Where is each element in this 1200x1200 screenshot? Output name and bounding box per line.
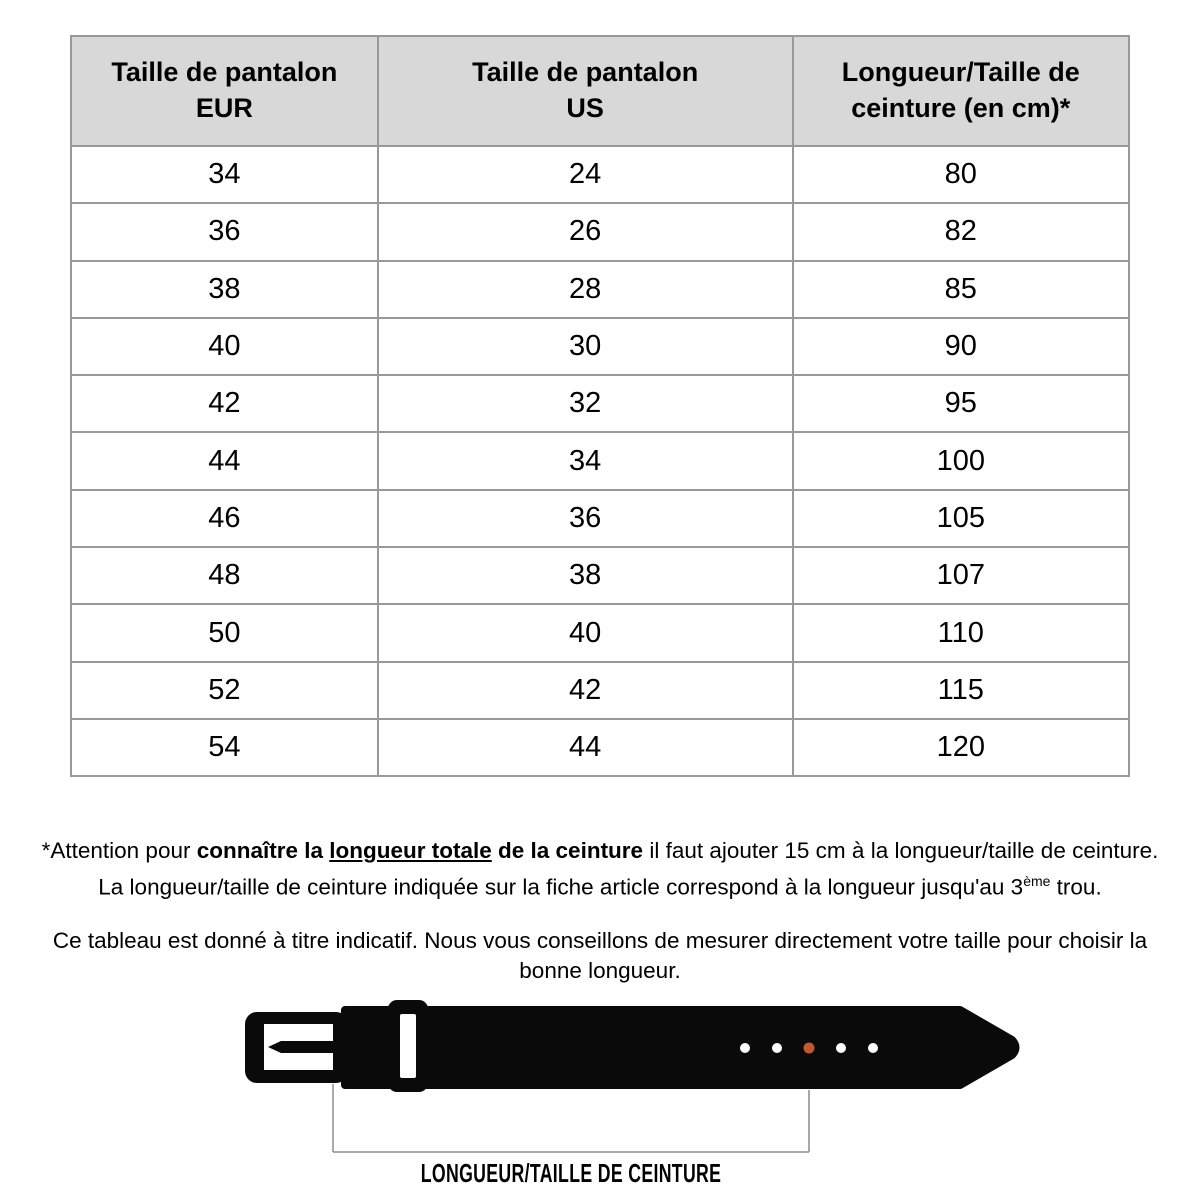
note-text: La longueur/taille de ceinture indiquée sur la fiche article correspond à la longueur jusqu'au 3 bbox=[98, 874, 1024, 900]
size-conversion-table bbox=[70, 35, 1130, 777]
note-text-bold: de la ceinture bbox=[491, 838, 644, 863]
belt-buckle-prong bbox=[268, 1041, 333, 1053]
cell-length: 85 bbox=[793, 261, 1129, 318]
table-row bbox=[71, 146, 1129, 203]
cell-eur: 50 bbox=[71, 604, 378, 661]
cell-length: 100 bbox=[793, 432, 1129, 489]
table-row bbox=[71, 203, 1129, 260]
cell-length: 110 bbox=[793, 604, 1129, 661]
belt-strap bbox=[345, 1010, 1016, 1085]
cell-length: 80 bbox=[793, 146, 1129, 203]
cell-eur: 36 bbox=[71, 203, 378, 260]
cell-eur: 42 bbox=[71, 375, 378, 432]
cell-length: 90 bbox=[793, 318, 1129, 375]
table-row bbox=[71, 375, 1129, 432]
cell-us: 26 bbox=[378, 203, 793, 260]
header-text: EUR bbox=[195, 93, 253, 123]
cell-us: 44 bbox=[378, 719, 793, 776]
cell-us: 40 bbox=[378, 604, 793, 661]
table-row bbox=[71, 261, 1129, 318]
belt-measurement-label: LONGUEUR/TAILLE DE CEINTURE bbox=[420, 1158, 722, 1188]
cell-length: 95 bbox=[793, 375, 1129, 432]
cell-length: 115 bbox=[793, 662, 1129, 719]
table-row bbox=[71, 432, 1129, 489]
table-row bbox=[71, 662, 1129, 719]
cell-eur: 52 bbox=[71, 662, 378, 719]
cell-eur: 40 bbox=[71, 318, 378, 375]
cell-length: 82 bbox=[793, 203, 1129, 260]
belt-hole-highlighted bbox=[804, 1043, 815, 1054]
column-header-length bbox=[793, 36, 1129, 146]
column-header-eur bbox=[71, 36, 378, 146]
cell-length: 120 bbox=[793, 719, 1129, 776]
cell-us: 24 bbox=[378, 146, 793, 203]
belt-measurement-label-wrap bbox=[333, 1158, 809, 1189]
table-row bbox=[71, 719, 1129, 776]
note-text-bold: connaître la bbox=[196, 838, 330, 863]
cell-eur: 54 bbox=[71, 719, 378, 776]
cell-us: 42 bbox=[378, 662, 793, 719]
header-text: Longueur/Taille de bbox=[841, 57, 1080, 88]
attention-note bbox=[0, 836, 1200, 903]
cell-us: 34 bbox=[378, 432, 793, 489]
column-header-us bbox=[378, 36, 793, 146]
header-row bbox=[71, 36, 1129, 146]
header-text: Taille de pantalon bbox=[111, 57, 338, 88]
cell-length: 107 bbox=[793, 547, 1129, 604]
note-superscript: ème bbox=[1023, 873, 1051, 889]
table-row bbox=[71, 547, 1129, 604]
cell-us: 38 bbox=[378, 547, 793, 604]
table-row bbox=[71, 490, 1129, 547]
table-row bbox=[71, 318, 1129, 375]
belt-illustration bbox=[0, 990, 1200, 1158]
note-text: trou. bbox=[1050, 874, 1102, 900]
note-text-underlined: longueur totale bbox=[329, 838, 492, 863]
cell-eur: 46 bbox=[71, 490, 378, 547]
advice-note-line1: Ce tableau est donné à titre indicatif. Nous vous conseillons de mesurer directement votre taille pour choisir la bbox=[52, 928, 1148, 953]
table-row bbox=[71, 604, 1129, 661]
belt-hole bbox=[772, 1043, 782, 1053]
belt-hole bbox=[868, 1043, 878, 1053]
cell-us: 32 bbox=[378, 375, 793, 432]
cell-us: 36 bbox=[378, 490, 793, 547]
cell-us: 28 bbox=[378, 261, 793, 318]
belt-keeper-slot bbox=[400, 1014, 416, 1078]
note-text: *Attention pour bbox=[41, 838, 197, 863]
cell-eur: 48 bbox=[71, 547, 378, 604]
cell-eur: 34 bbox=[71, 146, 378, 203]
cell-length: 105 bbox=[793, 490, 1129, 547]
cell-eur: 44 bbox=[71, 432, 378, 489]
attention-note-line2 bbox=[0, 866, 1200, 903]
belt-hole bbox=[740, 1043, 750, 1053]
cell-eur: 38 bbox=[71, 261, 378, 318]
header-text: Taille de pantalon bbox=[472, 57, 699, 88]
cell-us: 30 bbox=[378, 318, 793, 375]
attention-note-line1 bbox=[0, 836, 1200, 866]
note-text: il faut ajouter 15 cm à la longueur/taille de ceinture. bbox=[643, 838, 1159, 863]
header-text: ceinture (en cm)* bbox=[851, 93, 1071, 123]
belt-hole bbox=[836, 1043, 846, 1053]
header-text: US bbox=[566, 93, 604, 123]
advice-note-line2: bonne longueur. bbox=[519, 958, 681, 983]
advice-note bbox=[0, 926, 1200, 986]
